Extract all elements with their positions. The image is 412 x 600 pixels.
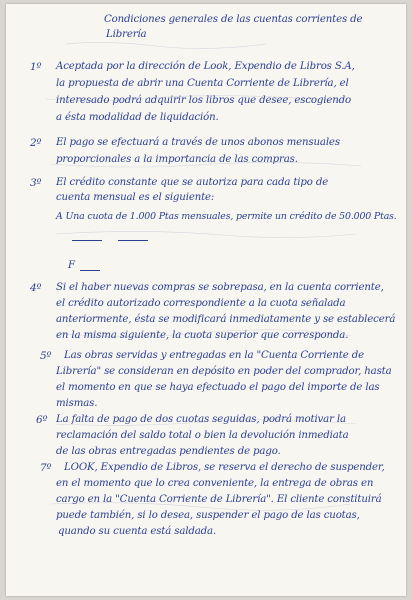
blank-line [118, 240, 148, 241]
item-line: interesado podrá adquirir los libros que desee, escogiendo [56, 95, 352, 106]
item-line: puede también, si lo desea, suspender el pago de las cuotas, [56, 510, 360, 521]
item-line: de las obras entregadas pendientes de pago. [56, 446, 281, 457]
item-line: proporcionales a la importancia de las compras. [56, 154, 298, 165]
handwritten-page [6, 4, 406, 596]
item-number: 7º [40, 462, 52, 474]
item-line: LOOK, Expendio de Libros, se reserva el derecho de suspender, [64, 462, 385, 473]
option-f: F [68, 260, 75, 271]
item-line: cuenta mensual es el siguiente: [56, 192, 215, 203]
page-title: Condiciones generales de las cuentas corrientes de [104, 14, 363, 25]
item-line: El pago se efectuará a través de unos abonos mensuales [56, 137, 340, 148]
item-line: Librería" se consideran en depósito en poder del comprador, hasta [56, 366, 392, 377]
item-number: 6º [36, 414, 48, 426]
item-line: Las obras servidas y entregadas en la "Cuenta Corriente de [64, 350, 364, 361]
item-line: quando su cuenta está saldada. [58, 526, 217, 537]
item-line: a ésta modalidad de liquidación. [56, 112, 219, 123]
item-line: el crédito autorizado correspondiente a la cuota señalada [56, 298, 346, 309]
item-line: anteriormente, ésta se modificará inmediatamente y se establecerá [56, 314, 396, 325]
item-line: cargo en la "Cuenta Corriente de Librería". El cliente constituirá [56, 494, 382, 505]
item-number: 5º [40, 350, 52, 362]
item-line: El crédito constante que se autoriza para cada tipo de [56, 177, 329, 188]
item-line: la propuesta de abrir una Cuenta Corriente de Librería, el [56, 78, 349, 89]
item-number: 2º [30, 137, 42, 149]
page-title-continued: Librería [106, 29, 147, 40]
option-a: A Una cuota de 1.000 Ptas mensuales, permite un crédito de 50.000 Ptas. [56, 211, 397, 222]
blank-line [80, 270, 100, 271]
item-line: mismas. [56, 398, 98, 409]
item-line: el momento en que se haya efectuado el pago del importe de las [56, 382, 380, 393]
item-line: en la misma siguiente, la cuota superior que corresponda. [56, 330, 349, 341]
item-line: Aceptada por la dirección de Look, Expendio de Libros S.A, [56, 61, 355, 72]
item-line: Si el haber nuevas compras se sobrepasa, en la cuenta corriente, [56, 282, 384, 293]
item-line: reclamación del saldo total o bien la devolución inmediata [56, 430, 349, 441]
blank-line [72, 240, 102, 241]
item-number: 4º [30, 282, 42, 294]
item-line: en el momento que lo crea conveniente, la entrega de obras en [56, 478, 374, 489]
item-number: 1º [30, 61, 42, 73]
item-line: La falta de pago de dos cuotas seguidas, podrá motivar la [56, 414, 346, 425]
item-number: 3º [30, 177, 42, 189]
